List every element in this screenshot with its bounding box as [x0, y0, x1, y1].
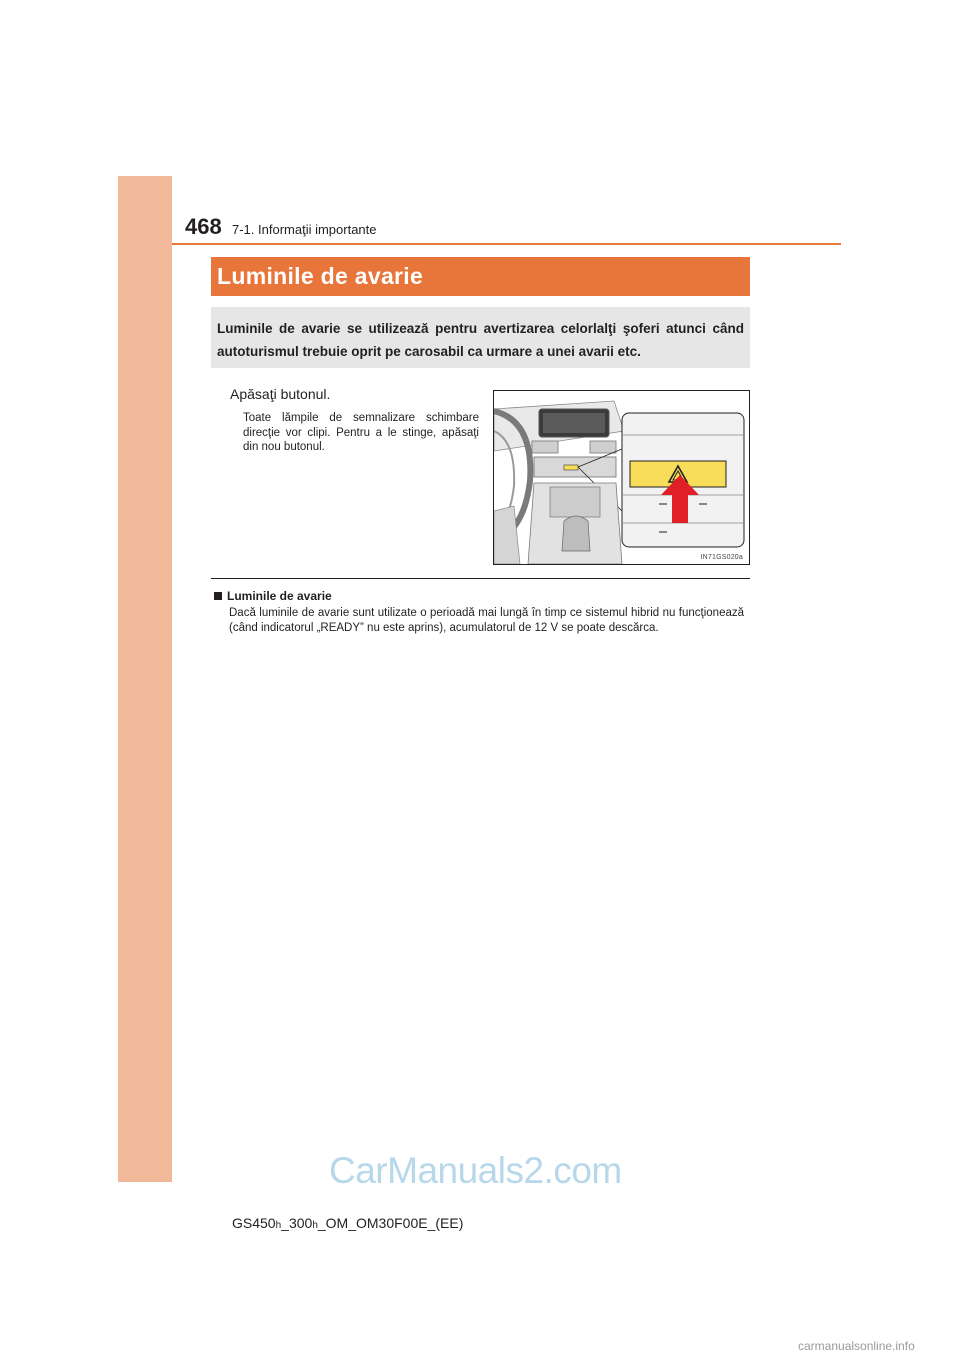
note-title	[214, 589, 332, 603]
section-divider	[211, 578, 750, 579]
footer-sub-a: h	[275, 1220, 282, 1231]
dashboard-illustration	[494, 391, 749, 564]
footer-model-b: _300	[281, 1215, 313, 1231]
step-description: Toate lămpile de semnalizare schimbare direcţie vor clipi. Pentru a le stinge, apăsaţi din nou butonul.	[243, 412, 479, 453]
hazard-button-figure	[493, 390, 750, 565]
watermark: CarManuals2.com	[329, 1150, 622, 1191]
chapter-title: 7-1. Informaţii importante	[232, 222, 377, 237]
footer-code: _OM_OM30F00E_(EE)	[317, 1215, 464, 1231]
figure-code: IN71GS020a	[700, 554, 743, 561]
footer-model-a: GS450	[232, 1215, 276, 1231]
footer-model-code	[232, 1215, 463, 1231]
section-title: Luminile de avarie	[211, 257, 750, 296]
site-link[interactable]: carmanualsonline.info	[798, 1339, 915, 1353]
square-bullet-icon	[214, 592, 222, 600]
side-band	[118, 176, 172, 1182]
note-title-text: Luminile de avarie	[227, 589, 332, 603]
note-body: Dacă luminile de avarie sunt utilizate o perioadă mai lungă în timp ce sistemul hibrid nu funcţionează (când indicatorul „READY” nu este aprins), acumulatorul de 12 V se poate descărca.	[229, 607, 744, 634]
step-text: Apăsaţi butonul.	[230, 386, 331, 402]
page-number: 468	[185, 214, 222, 239]
intro-box: Luminile de avarie se utilizează pentru avertizarea celorlalţi şoferi atunci când autoturismul trebuie oprit pe carosabil ca urmare a unei avarii etc.	[211, 307, 750, 368]
footer-sub-b: h	[312, 1220, 318, 1231]
header-rule	[172, 243, 841, 245]
